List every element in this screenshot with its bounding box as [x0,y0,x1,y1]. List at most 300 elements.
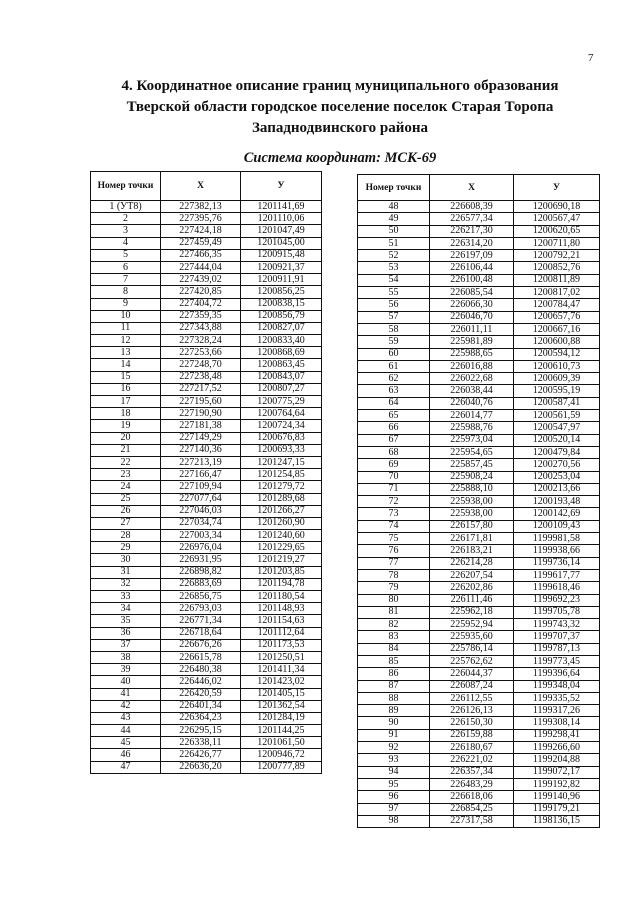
y-coordinate-cell: 1200657,76 [514,311,600,323]
y-coordinate-cell: 1200777,89 [241,761,322,773]
point-number-cell: 77 [358,557,430,569]
x-coordinate-cell: 226221,02 [430,754,514,766]
x-coordinate-cell: 225888,10 [430,483,514,495]
coordinates-table-right [357,174,600,828]
x-coordinate-cell: 227195,60 [161,396,241,408]
y-coordinate-cell: 1200479,84 [514,446,600,458]
x-coordinate-cell: 227359,35 [161,310,241,322]
point-number-cell: 44 [91,725,161,737]
table-row [358,201,600,213]
y-coordinate-cell: 1199348,04 [514,680,600,692]
point-number-cell: 98 [358,815,430,827]
table-row [358,471,600,483]
table-row [358,213,600,225]
y-coordinate-cell: 1200833,40 [241,335,322,347]
y-coordinate-cell: 1200817,02 [514,287,600,299]
x-coordinate-cell: 227382,13 [161,201,241,213]
table-row [91,566,322,578]
y-coordinate-cell: 1199308,14 [514,717,600,729]
y-coordinate-cell: 1201144,25 [241,725,322,737]
point-number-cell: 72 [358,496,430,508]
table-row [91,615,322,627]
y-coordinate-cell: 1201240,60 [241,530,322,542]
table-row [358,520,600,532]
y-coordinate-cell: 1201148,93 [241,603,322,615]
table-row [358,237,600,249]
point-number-cell: 86 [358,668,430,680]
point-number-cell: 83 [358,631,430,643]
x-coordinate-cell: 226480,38 [161,664,241,676]
table-row [91,432,322,444]
x-coordinate-cell: 227109,94 [161,481,241,493]
y-coordinate-cell: 1201289,68 [241,493,322,505]
table-row [91,201,322,213]
point-number-cell: 66 [358,422,430,434]
x-coordinate-cell: 226126,13 [430,705,514,717]
table-row [358,729,600,741]
point-number-cell: 35 [91,615,161,627]
table-row [358,692,600,704]
y-coordinate-cell: 1199938,66 [514,545,600,557]
table-row [358,299,600,311]
table-row [91,651,322,663]
table-row [91,249,322,261]
point-number-cell: 84 [358,643,430,655]
x-coordinate-cell: 226856,75 [161,591,241,603]
table-row [358,250,600,262]
x-coordinate-cell: 225954,65 [430,446,514,458]
y-coordinate-cell: 1199707,37 [514,631,600,643]
header-y: У [241,172,322,201]
table-row [91,517,322,529]
table-row [91,237,322,249]
x-coordinate-cell: 226111,46 [430,594,514,606]
point-number-cell: 30 [91,554,161,566]
x-coordinate-cell: 226171,81 [430,533,514,545]
x-coordinate-cell: 226150,30 [430,717,514,729]
y-coordinate-cell: 1199692,23 [514,594,600,606]
table-header-row [358,175,600,201]
y-coordinate-cell: 1200594,12 [514,348,600,360]
point-number-cell: 39 [91,664,161,676]
y-coordinate-cell: 1200547,97 [514,422,600,434]
header-x: X [161,172,241,201]
x-coordinate-cell: 226608,39 [430,201,514,213]
point-number-cell: 67 [358,434,430,446]
y-coordinate-cell: 1200784,47 [514,299,600,311]
x-coordinate-cell: 226854,25 [430,803,514,815]
table-row [358,397,600,409]
x-coordinate-cell: 226207,54 [430,569,514,581]
x-coordinate-cell: 227395,76 [161,213,241,225]
point-number-cell: 56 [358,299,430,311]
y-coordinate-cell: 1200868,69 [241,347,322,359]
header-y: У [514,175,600,201]
x-coordinate-cell: 227217,52 [161,383,241,395]
table-row [358,373,600,385]
point-number-cell: 78 [358,569,430,581]
point-number-cell: 43 [91,712,161,724]
x-coordinate-cell: 226157,80 [430,520,514,532]
table-row [358,287,600,299]
point-number-cell: 47 [91,761,161,773]
point-number-cell: 93 [358,754,430,766]
page-title [60,76,620,139]
x-coordinate-cell: 227459,49 [161,237,241,249]
point-number-cell: 48 [358,201,430,213]
y-coordinate-cell: 1200676,83 [241,432,322,444]
point-number-cell: 74 [358,520,430,532]
x-coordinate-cell: 226038,44 [430,385,514,397]
x-coordinate-cell: 226106,44 [430,262,514,274]
table-row [91,505,322,517]
table-row [91,274,322,286]
point-number-cell: 18 [91,408,161,420]
table-row [91,493,322,505]
table-row [91,225,322,237]
point-number-cell: 96 [358,791,430,803]
y-coordinate-cell: 1199618,46 [514,582,600,594]
x-coordinate-cell: 226046,70 [430,311,514,323]
x-coordinate-cell: 226771,34 [161,615,241,627]
y-coordinate-cell: 1201219,27 [241,554,322,566]
header-point-number: Номер точки [358,175,430,201]
table-row [91,286,322,298]
x-coordinate-cell: 226401,34 [161,700,241,712]
x-coordinate-cell: 227466,35 [161,249,241,261]
y-coordinate-cell: 1200863,45 [241,359,322,371]
y-coordinate-cell: 1201180,54 [241,591,322,603]
point-number-cell: 54 [358,274,430,286]
x-coordinate-cell: 226159,88 [430,729,514,741]
point-number-cell: 13 [91,347,161,359]
point-number-cell: 26 [91,505,161,517]
point-number-cell: 81 [358,606,430,618]
x-coordinate-cell: 226636,20 [161,761,241,773]
table-row [358,496,600,508]
table-row [91,542,322,554]
x-coordinate-cell: 226931,95 [161,554,241,566]
y-coordinate-cell: 1200693,33 [241,444,322,456]
x-coordinate-cell: 226976,04 [161,542,241,554]
point-number-cell: 32 [91,578,161,590]
table-row [91,335,322,347]
table-row [91,749,322,761]
x-coordinate-cell: 226793,03 [161,603,241,615]
x-coordinate-cell: 226483,29 [430,778,514,790]
x-coordinate-cell: 227190,90 [161,408,241,420]
x-coordinate-cell: 226011,11 [430,323,514,335]
table-row [358,717,600,729]
y-coordinate-cell: 1199204,88 [514,754,600,766]
table-row [358,311,600,323]
x-coordinate-cell: 226214,28 [430,557,514,569]
point-number-cell: 61 [358,360,430,372]
point-number-cell: 71 [358,483,430,495]
x-coordinate-cell: 227248,70 [161,359,241,371]
x-coordinate-cell: 225962,18 [430,606,514,618]
y-coordinate-cell: 1200807,27 [241,383,322,395]
point-number-cell: 79 [358,582,430,594]
y-coordinate-cell: 1200838,15 [241,298,322,310]
y-coordinate-cell: 1201173,53 [241,639,322,651]
point-number-cell: 49 [358,213,430,225]
point-number-cell: 28 [91,530,161,542]
coordinates-table-left [90,171,322,774]
table-row [358,508,600,520]
point-number-cell: 11 [91,322,161,334]
y-coordinate-cell: 1200946,72 [241,749,322,761]
y-coordinate-cell: 1201154,63 [241,615,322,627]
point-number-cell: 92 [358,742,430,754]
point-number-cell: 2 [91,213,161,225]
point-number-cell: 8 [91,286,161,298]
y-coordinate-cell: 1199787,13 [514,643,600,655]
table-row [358,459,600,471]
table-row [358,274,600,286]
y-coordinate-cell: 1200142,69 [514,508,600,520]
point-number-cell: 60 [358,348,430,360]
x-coordinate-cell: 225952,94 [430,619,514,631]
table-row [91,359,322,371]
table-row [358,606,600,618]
y-coordinate-cell: 1200775,29 [241,396,322,408]
point-number-cell: 95 [358,778,430,790]
x-coordinate-cell: 226420,59 [161,688,241,700]
header-point-number: Номер точки [91,172,161,201]
y-coordinate-cell: 1200213,66 [514,483,600,495]
point-number-cell: 69 [358,459,430,471]
table-row [91,664,322,676]
table-row [91,310,322,322]
point-number-cell: 24 [91,481,161,493]
y-coordinate-cell: 1200561,59 [514,410,600,422]
x-coordinate-cell: 226183,21 [430,545,514,557]
x-coordinate-cell: 225988,76 [430,422,514,434]
x-coordinate-cell: 226618,06 [430,791,514,803]
x-coordinate-cell: 226085,54 [430,287,514,299]
y-coordinate-cell: 1200270,56 [514,459,600,471]
point-number-cell: 51 [358,237,430,249]
table-row [358,385,600,397]
table-row [358,778,600,790]
y-coordinate-cell: 1198136,15 [514,815,600,827]
point-number-cell: 57 [358,311,430,323]
x-coordinate-cell: 226314,20 [430,237,514,249]
x-coordinate-cell: 226217,30 [430,225,514,237]
x-coordinate-cell: 227140,36 [161,444,241,456]
y-coordinate-cell: 1200253,04 [514,471,600,483]
point-number-cell: 88 [358,692,430,704]
point-number-cell: 91 [358,729,430,741]
y-coordinate-cell: 1200567,47 [514,213,600,225]
point-number-cell: 23 [91,469,161,481]
point-number-cell: 46 [91,749,161,761]
y-coordinate-cell: 1199266,60 [514,742,600,754]
y-coordinate-cell: 1200827,07 [241,322,322,334]
point-number-cell: 7 [91,274,161,286]
point-number-cell: 85 [358,655,430,667]
table-row [358,791,600,803]
x-coordinate-cell: 226197,09 [430,250,514,262]
x-coordinate-cell: 226615,78 [161,651,241,663]
y-coordinate-cell: 1200690,18 [514,201,600,213]
table-row [91,627,322,639]
point-number-cell: 62 [358,373,430,385]
table-row [91,298,322,310]
y-coordinate-cell: 1201110,06 [241,213,322,225]
table-row [358,668,600,680]
table-row [91,712,322,724]
table-row [358,446,600,458]
x-coordinate-cell: 225935,60 [430,631,514,643]
y-coordinate-cell: 1201203,85 [241,566,322,578]
point-number-cell: 29 [91,542,161,554]
x-coordinate-cell: 226446,02 [161,676,241,688]
x-coordinate-cell: 225938,00 [430,496,514,508]
y-coordinate-cell: 1200764,64 [241,408,322,420]
y-coordinate-cell: 1200595,19 [514,385,600,397]
table-row [91,530,322,542]
table-row [358,225,600,237]
table-row [91,469,322,481]
point-number-cell: 16 [91,383,161,395]
y-coordinate-cell: 1201423,02 [241,676,322,688]
point-number-cell: 10 [91,310,161,322]
y-coordinate-cell: 1199396,64 [514,668,600,680]
point-number-cell: 21 [91,444,161,456]
table-row [91,371,322,383]
x-coordinate-cell: 227343,88 [161,322,241,334]
y-coordinate-cell: 1199072,17 [514,766,600,778]
x-coordinate-cell: 227034,74 [161,517,241,529]
x-coordinate-cell: 226883,69 [161,578,241,590]
table-row [91,481,322,493]
y-coordinate-cell: 1200193,48 [514,496,600,508]
table-row [91,456,322,468]
point-number-cell: 75 [358,533,430,545]
point-number-cell: 40 [91,676,161,688]
point-number-cell: 42 [91,700,161,712]
point-number-cell: 37 [91,639,161,651]
y-coordinate-cell: 1201279,72 [241,481,322,493]
point-number-cell: 31 [91,566,161,578]
point-number-cell: 1 (УТ8) [91,201,161,213]
table-row [358,815,600,827]
table-row [358,655,600,667]
table-row [91,700,322,712]
y-coordinate-cell: 1200852,76 [514,262,600,274]
table-row [91,408,322,420]
point-number-cell: 68 [358,446,430,458]
x-coordinate-cell: 226338,11 [161,737,241,749]
y-coordinate-cell: 1201362,54 [241,700,322,712]
y-coordinate-cell: 1199743,32 [514,619,600,631]
title-line-2: Тверской области городское поселение поселок Старая Торопа [126,99,554,115]
point-number-cell: 20 [91,432,161,444]
x-coordinate-cell: 225981,89 [430,336,514,348]
point-number-cell: 41 [91,688,161,700]
x-coordinate-cell: 227003,34 [161,530,241,542]
y-coordinate-cell: 1201254,85 [241,469,322,481]
table-row [91,591,322,603]
x-coordinate-cell: 226180,67 [430,742,514,754]
y-coordinate-cell: 1199192,82 [514,778,600,790]
point-number-cell: 25 [91,493,161,505]
title-line-3: Западнодвинского района [251,120,429,136]
x-coordinate-cell: 226295,15 [161,725,241,737]
x-coordinate-cell: 226014,77 [430,410,514,422]
point-number-cell: 55 [358,287,430,299]
y-coordinate-cell: 1201141,69 [241,201,322,213]
y-coordinate-cell: 1200620,65 [514,225,600,237]
x-coordinate-cell: 227444,04 [161,261,241,273]
table-row [91,322,322,334]
x-coordinate-cell: 226202,86 [430,582,514,594]
table-row [358,557,600,569]
point-number-cell: 6 [91,261,161,273]
table-row [91,444,322,456]
x-coordinate-cell: 226016,88 [430,360,514,372]
y-coordinate-cell: 1200843,07 [241,371,322,383]
y-coordinate-cell: 1200856,79 [241,310,322,322]
x-coordinate-cell: 226898,82 [161,566,241,578]
x-coordinate-cell: 227213,19 [161,456,241,468]
table-row [91,688,322,700]
x-coordinate-cell: 225908,24 [430,471,514,483]
point-number-cell: 19 [91,420,161,432]
table-body-right [358,201,600,828]
y-coordinate-cell: 1200915,48 [241,249,322,261]
y-coordinate-cell: 1201247,15 [241,456,322,468]
point-number-cell: 58 [358,323,430,335]
y-coordinate-cell: 1200792,21 [514,250,600,262]
x-coordinate-cell: 226718,64 [161,627,241,639]
y-coordinate-cell: 1199179,21 [514,803,600,815]
x-coordinate-cell: 226022,68 [430,373,514,385]
y-coordinate-cell: 1199981,58 [514,533,600,545]
y-coordinate-cell: 1200520,14 [514,434,600,446]
point-number-cell: 64 [358,397,430,409]
table-row [358,742,600,754]
table-body-left [91,201,322,774]
x-coordinate-cell: 226577,34 [430,213,514,225]
y-coordinate-cell: 1201250,51 [241,651,322,663]
table-row [358,643,600,655]
point-number-cell: 38 [91,651,161,663]
point-number-cell: 34 [91,603,161,615]
point-number-cell: 87 [358,680,430,692]
table-row [358,680,600,692]
point-number-cell: 89 [358,705,430,717]
y-coordinate-cell: 1200921,37 [241,261,322,273]
x-coordinate-cell: 226066,30 [430,299,514,311]
point-number-cell: 33 [91,591,161,603]
table-row [91,554,322,566]
point-number-cell: 5 [91,249,161,261]
point-number-cell: 15 [91,371,161,383]
table-row [358,631,600,643]
x-coordinate-cell: 226364,23 [161,712,241,724]
table-row [358,348,600,360]
point-number-cell: 27 [91,517,161,529]
x-coordinate-cell: 227181,38 [161,420,241,432]
point-number-cell: 82 [358,619,430,631]
point-number-cell: 70 [358,471,430,483]
table-row [91,420,322,432]
y-coordinate-cell: 1199317,26 [514,705,600,717]
y-coordinate-cell: 1199298,41 [514,729,600,741]
